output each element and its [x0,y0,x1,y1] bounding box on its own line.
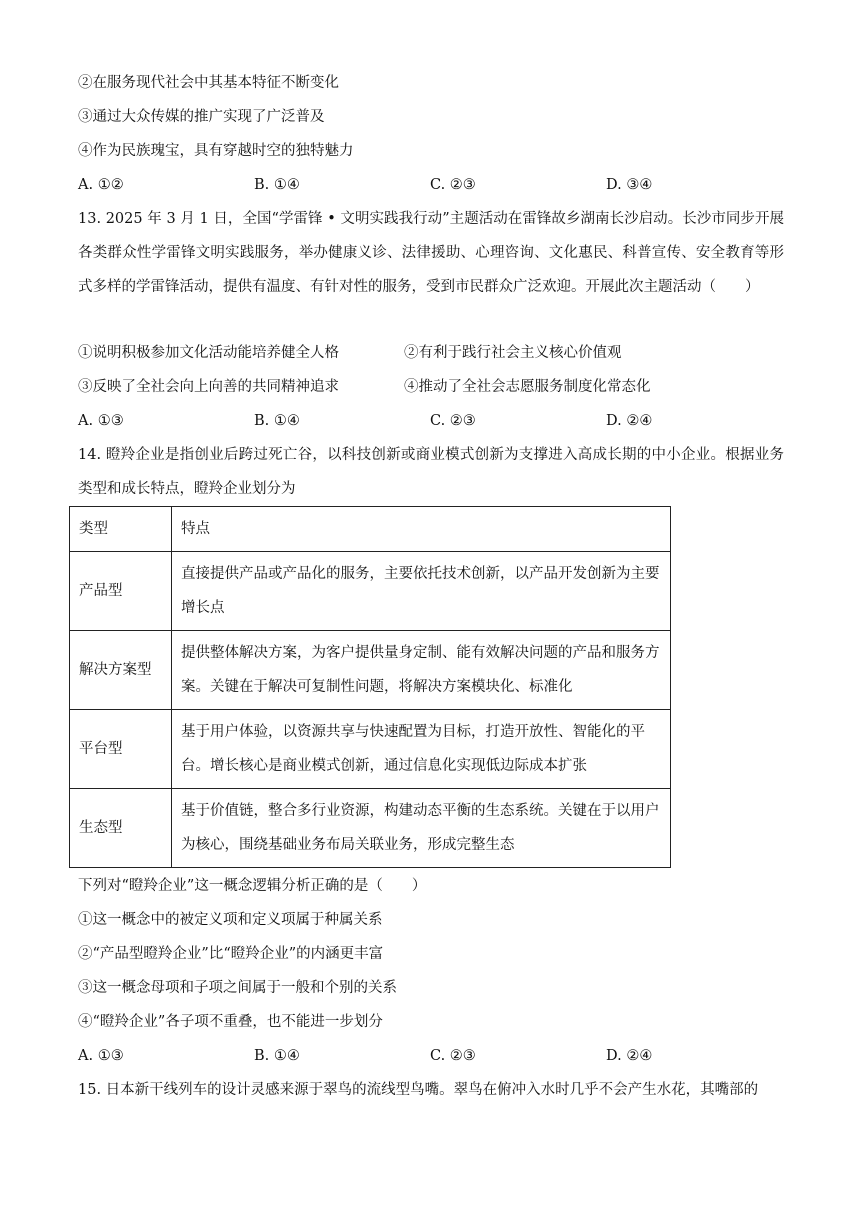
q12-option-d[interactable]: D. ③④ [606,177,653,193]
q13-statement-2: ②有利于践行社会主义核心价值观 [404,345,622,361]
q12-statement-2: ②在服务现代社会中其基本特征不断变化 [78,75,339,91]
table-header-type: 类型 [70,507,172,552]
gazelle-enterprise-table [69,506,671,868]
table-row [70,789,671,868]
q14-stem: 14. 瞪羚企业是指创业后跨过死亡谷，以科技创新或商业模式创新为支撑进入高成长期的中小企业。根据业务类型和成长特点，瞪羚企业划分为 [78,447,784,497]
table-header-feature: 特点 [172,507,671,552]
table-cell-feature: 基于价值链，整合多行业资源，构建动态平衡的生态系统。关键在于以用户为核心，围绕基础业务布局关联业务，形成完整生态 [172,789,671,868]
table-cell-feature: 基于用户体验，以资源共享与快速配置为目标，打造开放性、智能化的平台。增长核心是商业模式创新，通过信息化实现低边际成本扩张 [172,710,671,789]
table-row [70,552,671,631]
q12-statement-3: ③通过大众传媒的推广实现了广泛普及 [78,109,325,125]
q13-option-a[interactable]: A. ①③ [78,413,124,429]
table-cell-type: 平台型 [70,710,172,789]
q14-option-c[interactable]: C. ②③ [430,1048,476,1064]
q13-option-d[interactable]: D. ②④ [606,413,653,429]
q13-statement-3: ③反映了全社会向上向善的共同精神追求 [78,379,339,395]
q12-statement-4: ④作为民族瑰宝，具有穿越时空的独特魅力 [78,143,354,159]
q14-option-d[interactable]: D. ②④ [606,1048,653,1064]
q15-stem: 15. 日本新干线列车的设计灵感来源于翠鸟的流线型鸟嘴。翠鸟在俯冲入水时几乎不会产生水花，其嘴部的 [78,1082,759,1098]
q13-option-b[interactable]: B. ①④ [254,413,300,429]
table-row [70,631,671,710]
q13-statement-4: ④推动了全社会志愿服务制度化常态化 [404,379,651,395]
q12-option-b[interactable]: B. ①④ [254,177,300,193]
table-cell-type: 产品型 [70,552,172,631]
table-row [70,710,671,789]
table-cell-feature: 直接提供产品或产品化的服务，主要依托技术创新，以产品开发创新为主要增长点 [172,552,671,631]
q13-option-c[interactable]: C. ②③ [430,413,476,429]
q14-statement-4: ④“瞪羚企业”各子项不重叠，也不能进一步划分 [78,1014,383,1030]
table-cell-feature: 提供整体解决方案，为客户提供量身定制、能有效解决问题的产品和服务方案。关键在于解决可复制性问题，将解决方案模块化、标准化 [172,631,671,710]
q14-question: 下列对“瞪羚企业”这一概念逻辑分析正确的是（ ） [78,878,427,894]
q14-statement-1: ①这一概念中的被定义项和定义项属于种属关系 [78,912,383,928]
q14-statement-2: ②“产品型瞪羚企业”比“瞪羚企业”的内涵更丰富 [78,946,384,962]
q14-statement-3: ③这一概念母项和子项之间属于一般和个别的关系 [78,980,397,996]
table-cell-type: 解决方案型 [70,631,172,710]
q14-option-a[interactable]: A. ①③ [78,1048,124,1064]
q13-statement-1: ①说明积极参加文化活动能培养健全人格 [78,345,339,361]
table-cell-type: 生态型 [70,789,172,868]
q14-option-b[interactable]: B. ①④ [254,1048,300,1064]
q13-stem: 13. 2025 年 3 月 1 日，全国“学雷锋 • 文明实践我行动”主题活动在雷锋故乡湖南长沙启动。长沙市同步开展各类群众性学雷锋文明实践服务，举办健康义诊、法律援助、心理咨询、文化惠民、科普宣传、安全教育等形式多样的学雷锋活动，提供有温度、有针对性的服务，受到市民群众广泛欢迎。开展此次主题活动（ ） [78,211,784,295]
q12-option-a[interactable]: A. ①② [78,177,124,193]
table-header-row [70,507,671,552]
q12-option-c[interactable]: C. ②③ [430,177,476,193]
